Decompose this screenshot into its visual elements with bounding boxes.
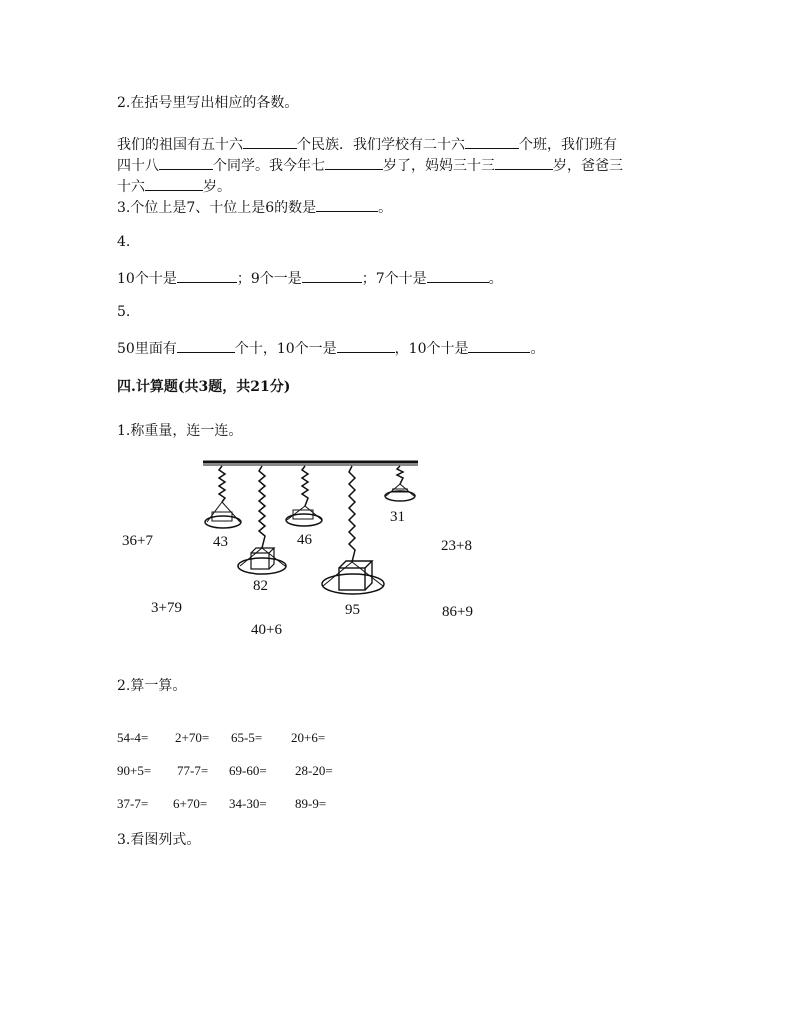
calc-item[interactable]: 20+6= — [291, 730, 326, 745]
spring-31 — [397, 466, 403, 484]
q2-line2-text-c: 岁了，妈妈三十三 — [383, 158, 495, 174]
pan-82 — [238, 548, 286, 574]
q5-text-a: 50里面有 — [117, 341, 177, 357]
expr-36-plus-7[interactable]: 36+7 — [122, 533, 153, 549]
calc-item[interactable]: 77-7= — [177, 763, 209, 778]
calc-item[interactable]: 54-4= — [117, 730, 149, 745]
q2-line1-text-b: 个民族．我们学校有二十六 — [297, 137, 465, 153]
weight-label-43: 43 — [213, 534, 228, 550]
calc-item[interactable]: 28-20= — [295, 763, 333, 778]
calc-item[interactable]: 34-30= — [229, 796, 267, 811]
expr-40-plus-6[interactable]: 40+6 — [251, 622, 282, 638]
calc2-row-2 — [117, 763, 333, 779]
calc-item[interactable]: 65-5= — [231, 730, 263, 745]
weight-label-95: 95 — [345, 602, 360, 618]
weight-label-31: 31 — [390, 509, 405, 525]
q2-line1-text-c: 个班，我们班有 — [519, 137, 617, 153]
calc3-title: 3.看图列式。 — [117, 832, 201, 848]
q3-text-b: 。 — [378, 200, 393, 216]
q4-number: 4. — [117, 234, 131, 250]
q4-text-d: 。 — [488, 271, 503, 287]
q5-text-b: 个十，10个一是 — [234, 341, 337, 357]
q3-text-a: 3.个位上是7、十位上是6的数是 — [117, 200, 317, 216]
q2-line2-text-a: 四十八 — [117, 158, 159, 174]
calc2-row-1 — [117, 730, 325, 746]
expr-23-plus-8[interactable]: 23+8 — [441, 538, 472, 554]
expr-86-plus-9[interactable]: 86+9 — [442, 604, 473, 620]
calc-item[interactable]: 69-60= — [229, 763, 267, 778]
q2-line2-text-b: 个同学。我今年七 — [213, 158, 325, 174]
q2-title: 2.在括号里写出相应的各数。 — [117, 95, 299, 111]
q5-text-c: ，10个十是 — [394, 341, 469, 357]
calc-item[interactable]: 2+70= — [175, 730, 210, 745]
spring-82 — [259, 466, 265, 548]
expr-3-plus-79[interactable]: 3+79 — [151, 600, 182, 616]
q5-number: 5. — [117, 304, 131, 320]
calc-item[interactable]: 37-7= — [117, 796, 149, 811]
spring-43 — [219, 466, 225, 502]
pan-43 — [205, 502, 241, 528]
calc-item[interactable]: 89-9= — [295, 796, 327, 811]
pan-95 — [322, 561, 384, 594]
spring-46 — [302, 466, 308, 506]
calc-item[interactable]: 90+5= — [117, 763, 152, 778]
q4-text-c: ；7个十是 — [361, 271, 427, 287]
q2-line1-text-a: 我们的祖国有五十六 — [117, 137, 243, 153]
section-4-title: 四.计算题(共3题，共21分) — [117, 379, 291, 395]
weight-label-46: 46 — [297, 532, 312, 548]
q4-text-a: 10个十是 — [117, 271, 177, 287]
calc-item[interactable]: 6+70= — [173, 796, 208, 811]
weight-label-82: 82 — [253, 578, 268, 594]
q2-line3-text-b: 岁。 — [203, 179, 231, 195]
calc2-title: 2.算一算。 — [117, 678, 187, 694]
calc2-row-3 — [117, 796, 326, 812]
q2-line2-text-d: 岁，爸爸三 — [553, 158, 623, 174]
calc1-title: 1.称重量，连一连。 — [117, 423, 243, 439]
pan-46 — [286, 506, 322, 526]
q4-text-b: ；9个一是 — [236, 271, 302, 287]
spring-95 — [349, 466, 355, 562]
q2-line3-text-a: 十六 — [117, 179, 145, 195]
q5-text-d: 。 — [530, 341, 545, 357]
pan-31 — [385, 484, 415, 501]
